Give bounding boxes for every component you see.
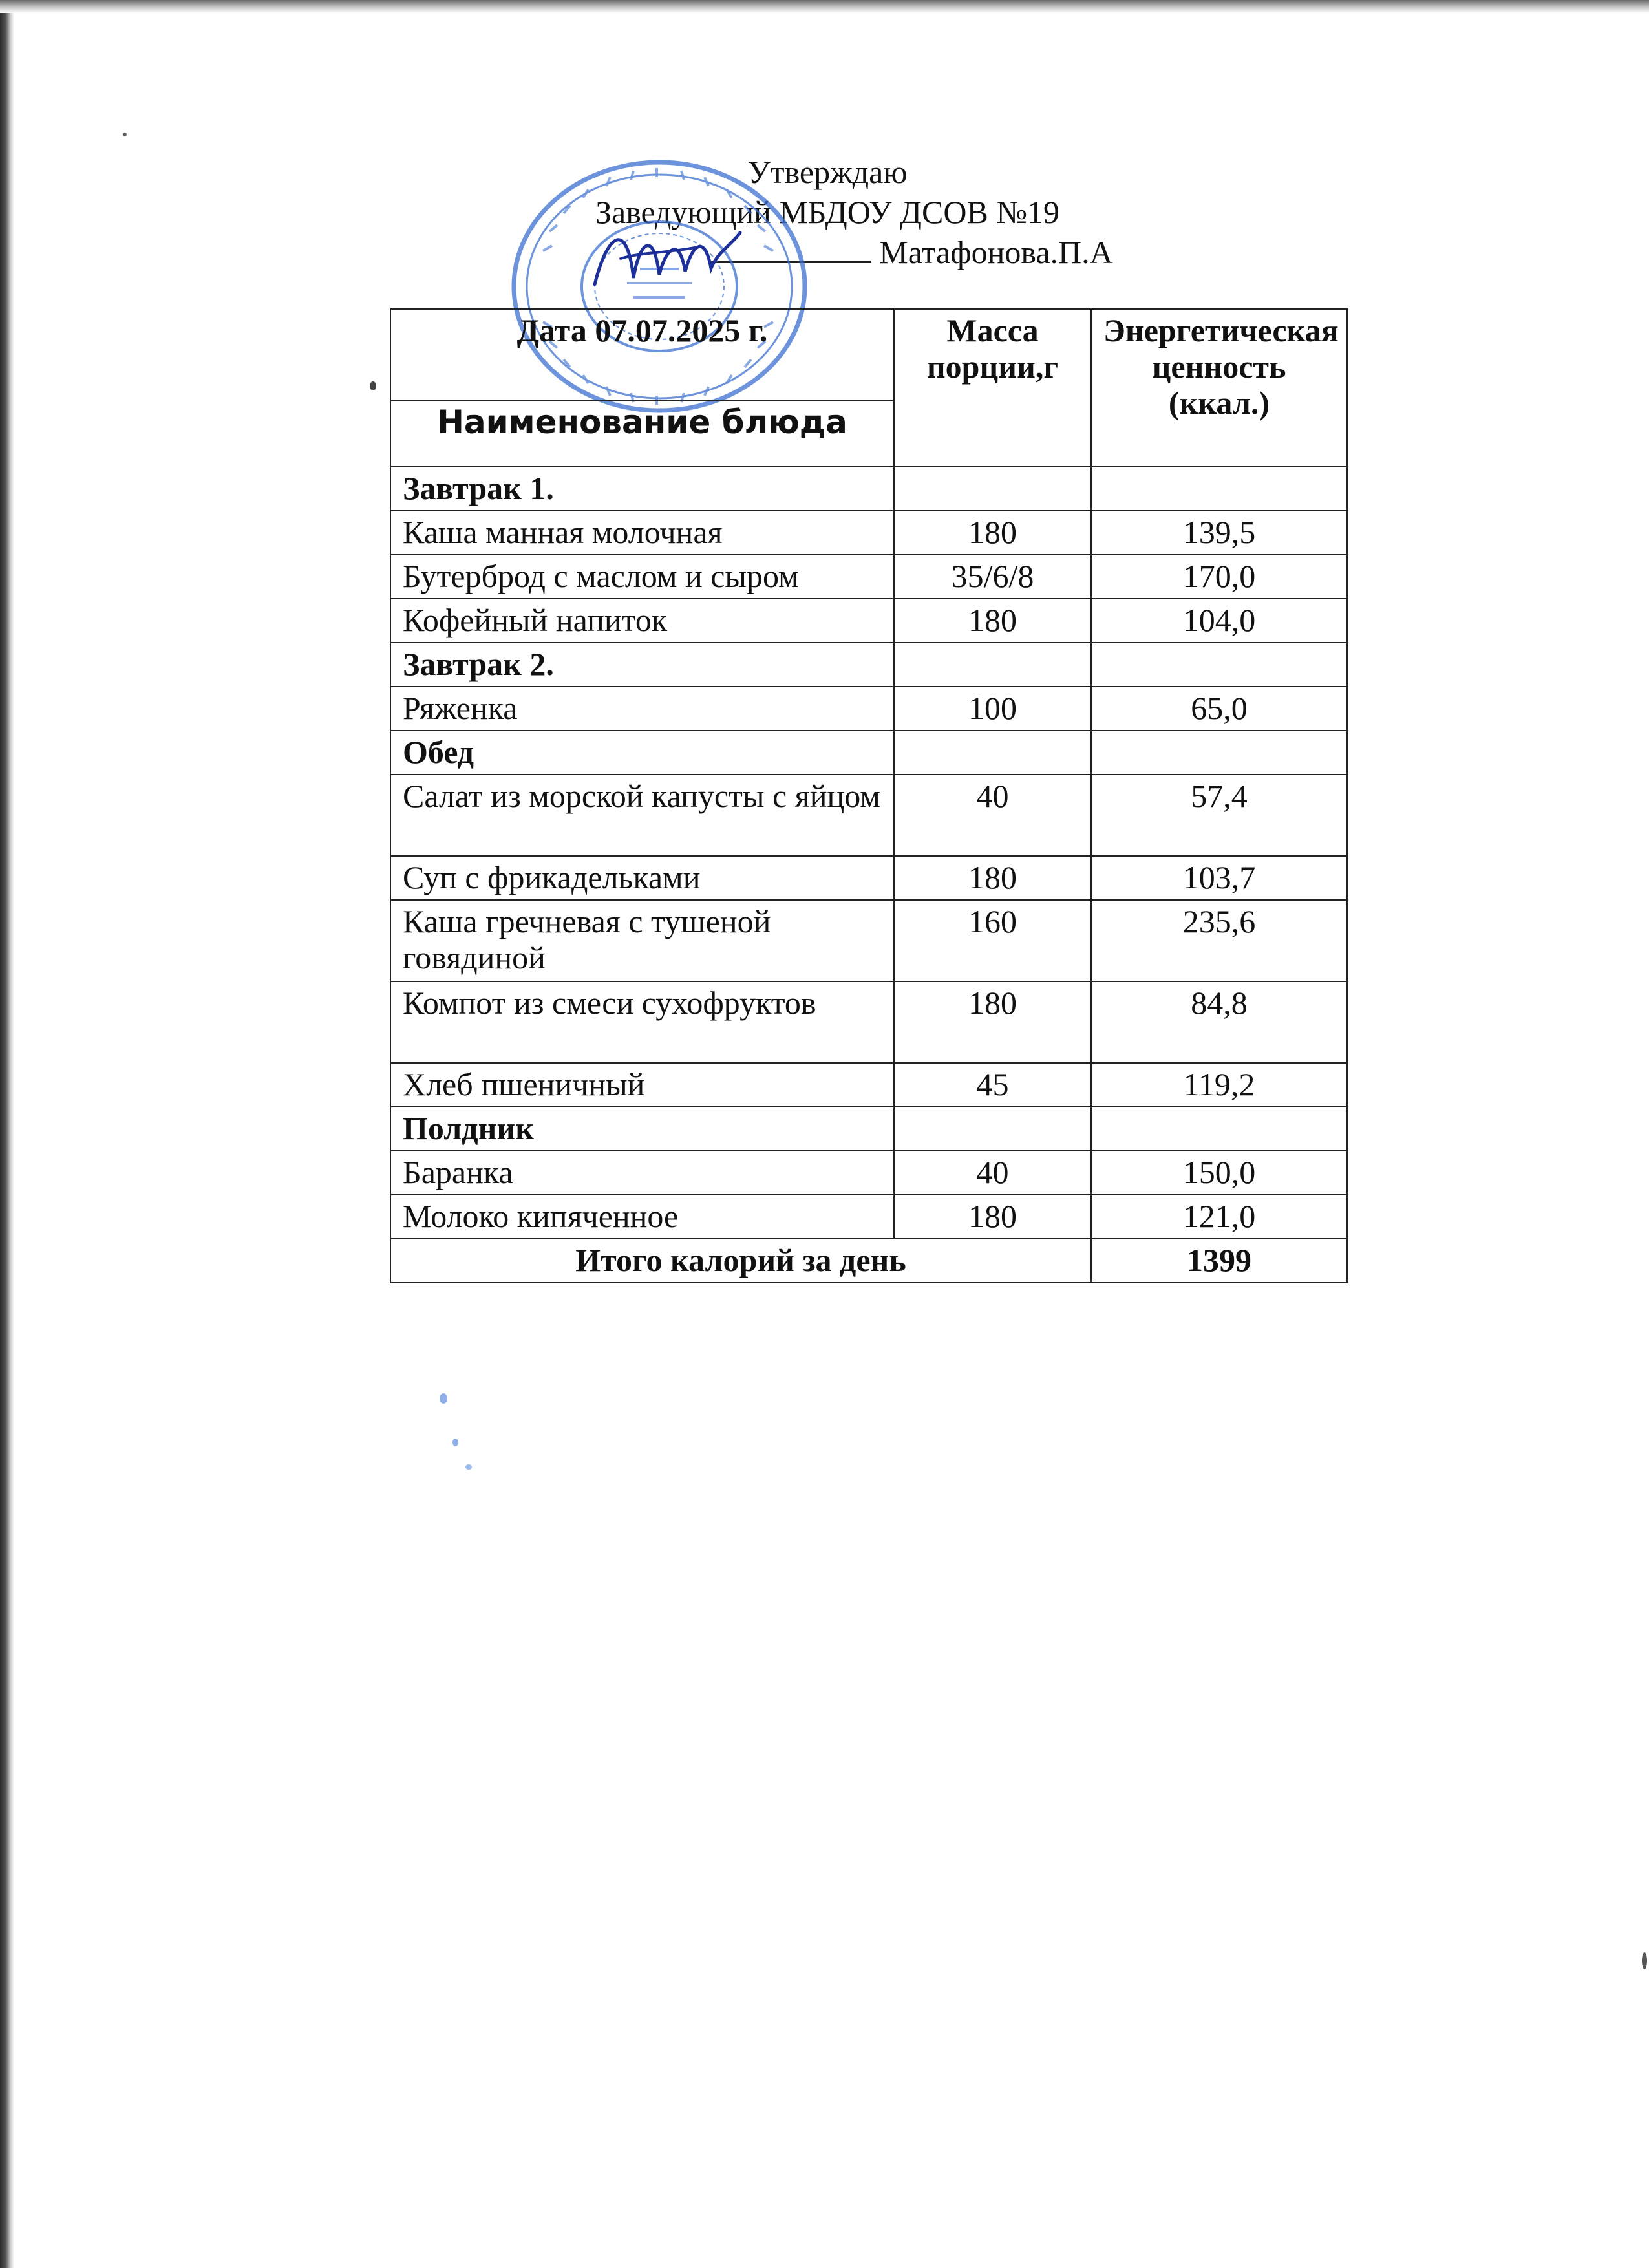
table-row (390, 687, 1347, 731)
header-mass: Масса порции,г (894, 309, 1091, 467)
table-row (390, 775, 1347, 856)
section-title: Обед (390, 731, 894, 775)
table-row (390, 1151, 1347, 1195)
dish-name: Салат из морской капусты с яйцом (390, 775, 894, 856)
total-label: Итого калорий за день (390, 1239, 1091, 1283)
dish-mass: 160 (894, 900, 1091, 981)
dish-mass: 40 (894, 775, 1091, 856)
dish-energy: 170,0 (1091, 555, 1347, 599)
scan-top-shadow (0, 0, 1649, 13)
dish-energy: 104,0 (1091, 599, 1347, 643)
section-row (390, 643, 1347, 687)
dish-name: Каша гречневая с тушеной говядиной (390, 900, 894, 981)
section-title: Полдник (390, 1107, 894, 1151)
section-row (390, 731, 1347, 775)
dish-mass: 180 (894, 856, 1091, 900)
section-title: Завтрак 1. (390, 467, 894, 511)
approval-signer-name: Матафонова.П.А (879, 234, 1113, 270)
dish-name: Ряженка (390, 687, 894, 731)
header-dish-name: Наименование блюда (390, 401, 894, 467)
scan-speck (1642, 1952, 1647, 1969)
table-row (390, 981, 1347, 1063)
dish-mass: 40 (894, 1151, 1091, 1195)
dish-mass: 180 (894, 599, 1091, 643)
scan-speck (123, 133, 127, 136)
table-row (390, 900, 1347, 981)
section-row (390, 1107, 1347, 1151)
dish-mass: 180 (894, 511, 1091, 555)
dish-mass: 100 (894, 687, 1091, 731)
table-row (390, 856, 1347, 900)
table-row (390, 511, 1347, 555)
dish-mass: 180 (894, 1195, 1091, 1239)
dish-name: Каша манная молочная (390, 511, 894, 555)
scan-speck (465, 1464, 472, 1470)
table-row (390, 1063, 1347, 1107)
total-value: 1399 (1091, 1239, 1347, 1283)
table-row (390, 1195, 1347, 1239)
section-title: Завтрак 2. (390, 643, 894, 687)
scan-speck (452, 1439, 458, 1446)
dish-energy: 150,0 (1091, 1151, 1347, 1195)
scan-speck (440, 1393, 447, 1404)
dish-energy: 65,0 (1091, 687, 1347, 731)
dish-energy: 57,4 (1091, 775, 1347, 856)
table-header-row (390, 309, 1347, 401)
dish-name: Компот из смеси сухофруктов (390, 981, 894, 1063)
dish-energy: 139,5 (1091, 511, 1347, 555)
approval-position: Заведующий МБДОУ ДСОВ №19 (595, 194, 1060, 230)
dish-mass: 180 (894, 981, 1091, 1063)
dish-mass: 45 (894, 1063, 1091, 1107)
dish-name: Хлеб пшеничный (390, 1063, 894, 1107)
scan-edge-shadow (0, 0, 14, 2268)
menu-table (390, 308, 1348, 1283)
total-row (390, 1239, 1347, 1283)
dish-energy: 121,0 (1091, 1195, 1347, 1239)
dish-mass: 35/6/8 (894, 555, 1091, 599)
table-row (390, 555, 1347, 599)
table-row (390, 599, 1347, 643)
dish-name: Суп с фрикадельками (390, 856, 894, 900)
dish-energy: 84,8 (1091, 981, 1347, 1063)
header-date: Дата 07.07.2025 г. (390, 309, 894, 401)
dish-name: Баранка (390, 1151, 894, 1195)
scan-speck (370, 381, 376, 390)
dish-energy: 235,6 (1091, 900, 1347, 981)
header-energy: Энергетическая ценность (ккал.) (1091, 309, 1347, 467)
dish-name: Молоко кипяченное (390, 1195, 894, 1239)
handwritten-signature (582, 207, 750, 304)
dish-energy: 119,2 (1091, 1063, 1347, 1107)
dish-energy: 103,7 (1091, 856, 1347, 900)
section-row (390, 467, 1347, 511)
approval-title: Утверждаю (747, 154, 908, 190)
dish-name: Бутерброд с маслом и сыром (390, 555, 894, 599)
dish-name: Кофейный напиток (390, 599, 894, 643)
